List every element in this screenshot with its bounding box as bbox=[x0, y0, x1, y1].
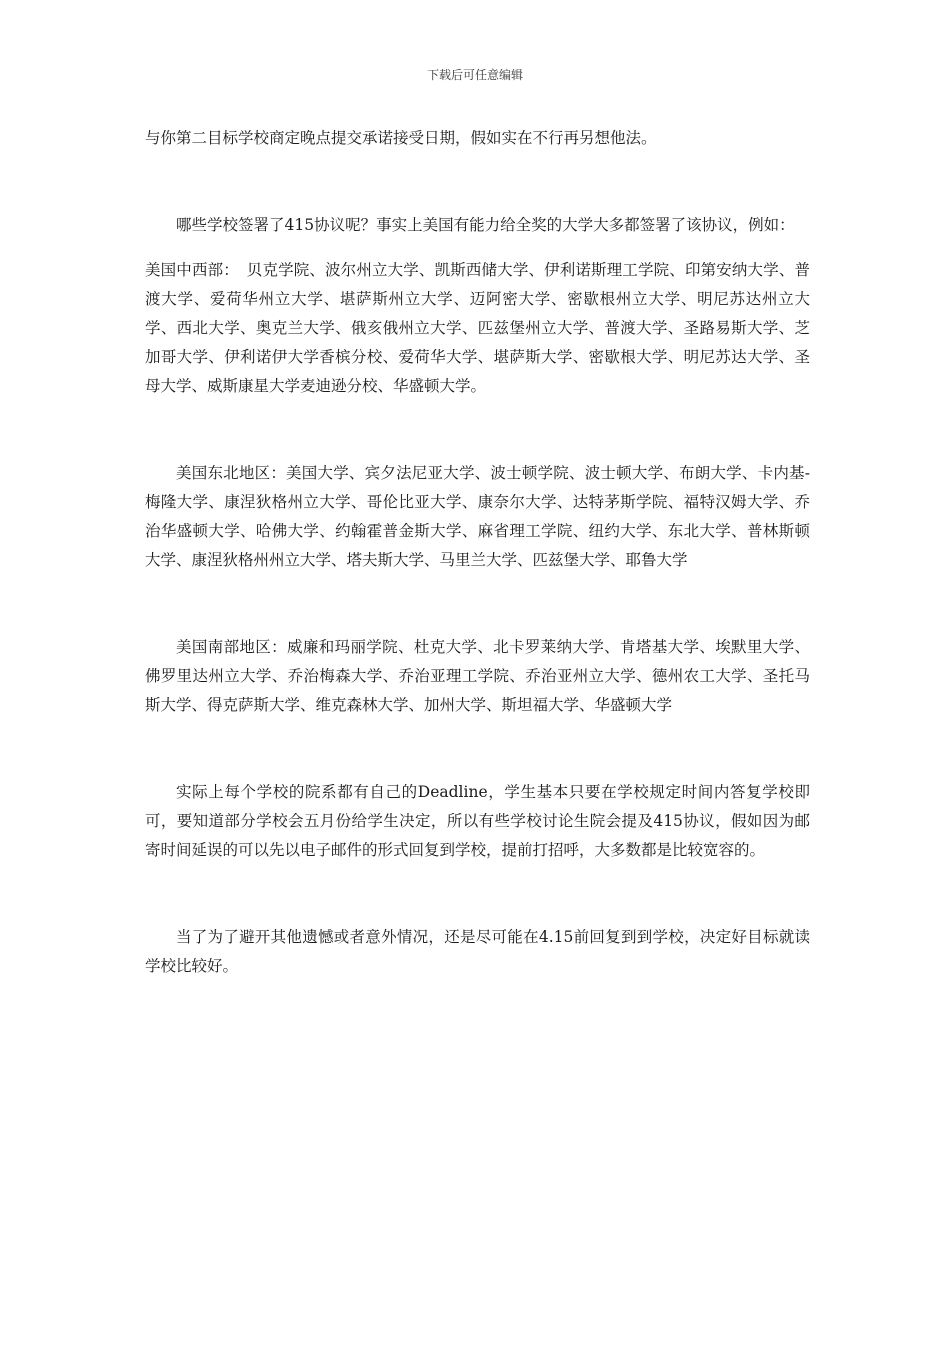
paragraph-midwest: 美国中西部： 贝克学院、波尔州立大学、凯斯西储大学、伊利诺斯理工学院、印第安纳大学、普渡大学、爱荷华州立大学、堪萨斯州立大学、迈阿密大学、密歇根州立大学、明尼苏达州立大学、西北大学、奥克兰大学、俄亥俄州立大学、匹兹堡州立大学、普渡大学、圣路易斯大学、芝加哥大学、伊利诺伊大学香槟分校、爱荷华大学、堪萨斯大学、密歇根大学、明尼苏达大学、圣母大学、威斯康星大学麦迪逊分校、华盛顿大学。 bbox=[145, 261, 810, 395]
paragraph-deadline: 实际上每个学校的院系都有自己的Deadline，学生基本只要在学校规定时间内答复学校即可，要知道部分学校会五月份给学生决定，所以有些学校讨论生院会提及415协议，假如因为邮寄时间延误的可以先以电子邮件的形式回复到学校，提前打招呼，大多数都是比较宽容的。 bbox=[145, 783, 810, 859]
document-body bbox=[145, 124, 810, 981]
paragraph-2: 哪些学校签署了415协议呢？事实上美国有能力给全奖的大学大多都签署了该协议，例如： bbox=[176, 216, 795, 234]
page-header: 下载后可任意编辑 bbox=[426, 68, 523, 82]
paragraph-northeast: 美国东北地区：美国大学、宾夕法尼亚大学、波士顿学院、波士顿大学、布朗大学、卡内基-梅隆大学、康涅狄格州立大学、哥伦比亚大学、康奈尔大学、达特茅斯学院、福特汉姆大学、乔治华盛顿大学、哈佛大学、约翰霍普金斯大学、麻省理工学院、纽约大学、东北大学、普林斯顿大学、康涅狄格州州立大学、塔夫斯大学、马里兰大学、匹兹堡大学、耶鲁大学 bbox=[145, 464, 810, 569]
paragraph-conclusion: 当了为了避开其他遗憾或者意外情况，还是尽可能在4.15前回复到到学校，决定好目标就读学校比较好。 bbox=[145, 928, 810, 975]
paragraph-south: 美国南部地区：威廉和玛丽学院、杜克大学、北卡罗莱纳大学、肯塔基大学、埃默里大学、佛罗里达州立大学、乔治梅森大学、乔治亚理工学院、乔治亚州立大学、德州农工大学、圣托马斯大学、得克萨斯大学、维克森林大学、加州大学、斯坦福大学、华盛顿大学 bbox=[145, 638, 810, 714]
paragraph-1: 与你第二目标学校商定晚点提交承诺接受日期，假如实在不行再另想他法。 bbox=[145, 129, 657, 147]
